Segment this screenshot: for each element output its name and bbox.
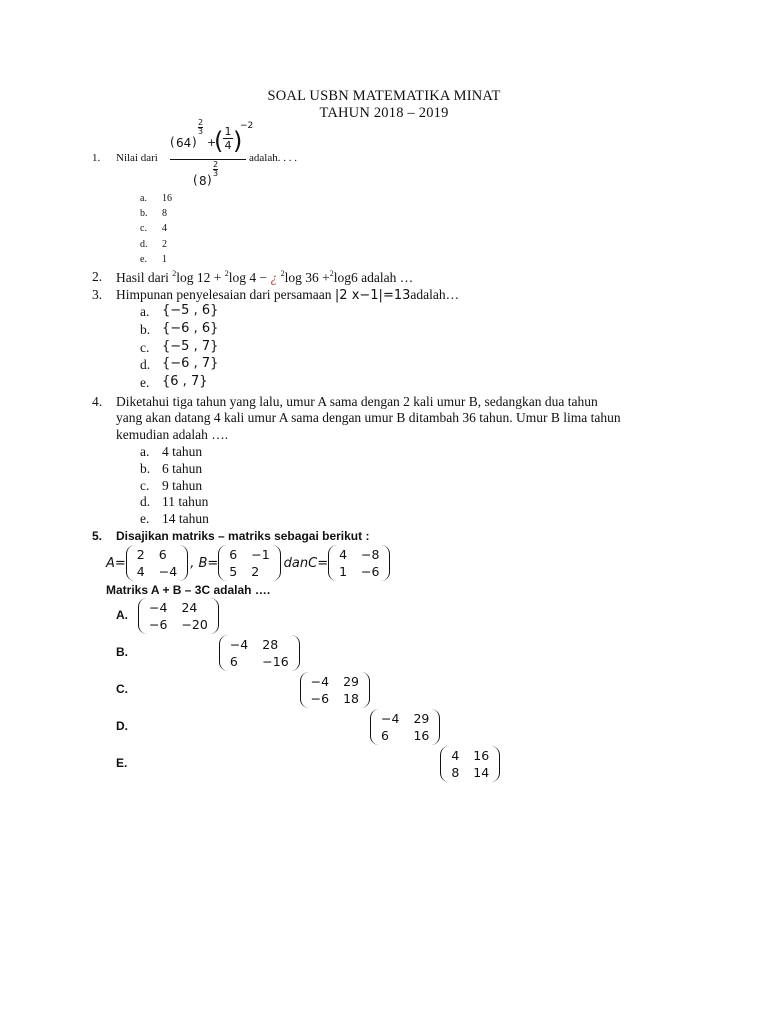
q2-text-a: Hasil dari — [116, 270, 173, 285]
q5-matrix-definitions — [106, 545, 390, 581]
q4-line-1: Diketahui tiga tahun yang lalu, umur A sama dengan 2 kali umur B, sedangkan dua tahun — [116, 394, 598, 409]
matrix-cell: −4 — [158, 564, 178, 579]
q2-text-b: log 12 + — [176, 270, 225, 285]
option-text: 2 — [162, 238, 167, 250]
option-text: 16 — [162, 193, 172, 204]
option-text: 1 — [162, 253, 167, 265]
option-set: {−6 , 7} — [162, 356, 219, 372]
option-text: 6 tahun — [162, 460, 203, 476]
matrix-row — [307, 690, 363, 707]
q3-text — [116, 287, 459, 303]
matrix-row — [307, 673, 363, 690]
matrix-cell: 2 — [136, 547, 145, 562]
matrix-cell: −4 — [310, 674, 330, 689]
option-set: {−6 , 6} — [162, 320, 219, 336]
page-subtitle: TAHUN 2018 – 2019 — [319, 105, 449, 121]
matrix-row — [226, 653, 293, 670]
option-text: 8 — [162, 208, 167, 220]
option-text: 9 tahun — [162, 477, 203, 493]
matrix-cell: −6 — [310, 691, 330, 706]
q3-number: 3. — [92, 287, 103, 302]
q2-text-c: log 4 − — [228, 270, 268, 285]
option-set: {−5 , 6} — [162, 303, 219, 318]
matrix-a — [126, 545, 188, 581]
option-letter: b. — [140, 208, 148, 220]
matrix-cell: 6 — [158, 547, 167, 562]
option-letter: e. — [140, 253, 147, 265]
q1-den-paren-close: ) — [207, 173, 212, 187]
q5-number: 5. — [92, 529, 103, 543]
option-letter: c. — [140, 223, 147, 235]
page-title: SOAL USBN MATEMATIKA MINAT — [267, 88, 501, 104]
matrix-cell: 6 — [381, 728, 389, 743]
option-matrix — [300, 672, 370, 708]
q5-label-c: danC= — [283, 555, 329, 571]
q4-number: 4. — [92, 394, 103, 409]
q1-frac-den: 4 — [224, 139, 232, 152]
matrix-cell: 6 — [229, 654, 238, 669]
matrix-grid — [335, 546, 383, 580]
q1-number: 1. — [92, 152, 101, 164]
option-matrix — [370, 709, 440, 745]
option-letter: d. — [140, 357, 151, 373]
matrix-row — [447, 747, 493, 764]
option-letter: e. — [140, 375, 150, 391]
matrix-row — [226, 636, 293, 653]
matrix-cell: −1 — [251, 547, 270, 562]
option-matrix — [219, 635, 300, 671]
q1-den-base: 8 — [199, 174, 207, 188]
option-text: 4 — [162, 223, 167, 235]
q1-num-paren-close: ) — [192, 135, 197, 149]
matrix-cell: 6 — [229, 547, 238, 562]
matrix-cell: 24 — [181, 600, 198, 615]
option-text: 11 tahun — [162, 494, 209, 510]
option-text: 4 tahun — [162, 444, 203, 459]
option-letter: C. — [116, 682, 128, 696]
q2-log1-base: 2 — [172, 269, 177, 278]
matrix-cell: 4 — [339, 547, 348, 562]
matrix-row — [145, 616, 212, 633]
q1-den-paren-open: ( — [193, 173, 198, 187]
option-letter: a. — [140, 193, 147, 204]
matrix-cell: 16 — [473, 748, 490, 763]
matrix-cell: 1 — [339, 564, 348, 579]
option-letter: d. — [140, 494, 151, 510]
q1-frac-exponent: −2 — [240, 121, 254, 131]
matrix-cell: 18 — [343, 691, 359, 706]
matrix-cell: −6 — [149, 617, 168, 632]
q1-num-base: 64 — [176, 136, 192, 150]
option-letter: A. — [116, 608, 128, 622]
q1-numerator — [170, 118, 254, 155]
matrix-cell: 2 — [251, 564, 260, 579]
q1-suffix: adalah. . . . — [249, 152, 297, 164]
q5-label-b: , B= — [190, 555, 219, 571]
matrix-row — [133, 563, 181, 580]
q1-num-exponent: 2 3 — [198, 118, 204, 136]
option-letter: c. — [140, 477, 150, 493]
matrix-cell: 8 — [451, 765, 460, 780]
q1-plus: + — [207, 136, 217, 149]
q4-line-2: yang akan datang 4 kali umur A sama dengan umur B ditambah 36 tahun. Umur B lima tahun — [116, 410, 621, 425]
q1-frac-paren-close: ) — [233, 127, 243, 155]
option-letter: B. — [116, 645, 128, 659]
option-letter: D. — [116, 719, 128, 733]
q1-den-exponent: 2 3 — [213, 160, 219, 178]
matrix-cell: −8 — [361, 547, 380, 562]
matrix-cell: 5 — [229, 564, 238, 579]
q2-text-e: log6 adalah … — [333, 270, 414, 285]
q2-odd-glyph: ¿ — [270, 270, 278, 285]
matrix-row — [377, 727, 433, 744]
matrix-grid — [447, 747, 493, 781]
matrix-row — [335, 563, 383, 580]
matrix-row — [225, 563, 273, 580]
q1-fraction — [223, 125, 233, 152]
option-text: 14 tahun — [162, 511, 209, 527]
q3-question: Himpunan penyelesaian dari persamaan — [116, 287, 332, 302]
matrix-row — [335, 546, 383, 563]
matrix-grid — [145, 599, 212, 633]
matrix-cell: 4 — [136, 564, 145, 579]
q1-frac-paren-open: ( — [214, 127, 224, 155]
matrix-cell: 14 — [473, 765, 490, 780]
matrix-row — [145, 599, 212, 616]
q1-denominator — [193, 161, 233, 189]
option-letter: a. — [140, 444, 150, 459]
matrix-cell: −4 — [229, 637, 249, 652]
matrix-cell: 28 — [262, 637, 279, 652]
q2-number: 2. — [92, 269, 103, 284]
q4-line-3: kemudian adalah …. — [116, 427, 229, 442]
matrix-grid — [225, 546, 273, 580]
matrix-b — [218, 545, 280, 581]
q1-fraction-bar — [170, 159, 246, 160]
matrix-grid — [377, 710, 433, 744]
option-letter: b. — [140, 321, 151, 337]
q2-log2-base: 2 — [224, 269, 229, 278]
q1-prefix: Nilai dari — [116, 152, 158, 164]
matrix-cell: −20 — [181, 617, 208, 632]
matrix-cell: 29 — [413, 711, 430, 726]
option-set: {6 , 7} — [162, 374, 208, 390]
matrix-cell: 4 — [451, 748, 460, 763]
option-letter: a. — [140, 304, 150, 319]
q2-text — [116, 269, 413, 286]
option-letter: d. — [140, 238, 148, 250]
matrix-c — [328, 545, 390, 581]
matrix-row — [133, 546, 181, 563]
matrix-row — [225, 546, 273, 563]
q3-equation: |2 x−1|=13 — [334, 288, 411, 303]
matrix-grid — [226, 636, 293, 670]
matrix-cell: −6 — [361, 564, 380, 579]
q1-frac-num: 1 — [224, 125, 232, 138]
option-letter: b. — [140, 460, 151, 476]
option-letter: E. — [116, 756, 128, 770]
matrix-row — [447, 764, 493, 781]
q5-intro: Disajikan matriks – matriks sebagai berikut : — [116, 529, 370, 543]
option-letter: c. — [140, 339, 150, 355]
option-letter: e. — [140, 511, 150, 527]
q2-text-d: log 36 + — [284, 270, 330, 285]
matrix-grid — [133, 546, 181, 580]
matrix-grid — [307, 673, 363, 707]
matrix-cell: −4 — [149, 600, 168, 615]
matrix-cell: −4 — [381, 711, 400, 726]
option-set: {−5 , 7} — [162, 338, 219, 354]
matrix-cell: 29 — [343, 674, 359, 689]
q2-log3-base: 2 — [280, 269, 285, 278]
matrix-cell: −16 — [262, 654, 289, 669]
q2-log4-base: 2 — [329, 269, 334, 278]
q3-suffix: adalah… — [410, 287, 460, 302]
option-matrix — [440, 746, 500, 782]
matrix-cell: 16 — [413, 728, 430, 743]
q5-question: Matriks A + B – 3C adalah …. — [106, 583, 271, 597]
matrix-row — [377, 710, 433, 727]
option-matrix — [138, 598, 219, 634]
q1-num-paren-open: ( — [170, 135, 175, 149]
q5-label-a: A= — [106, 555, 126, 571]
